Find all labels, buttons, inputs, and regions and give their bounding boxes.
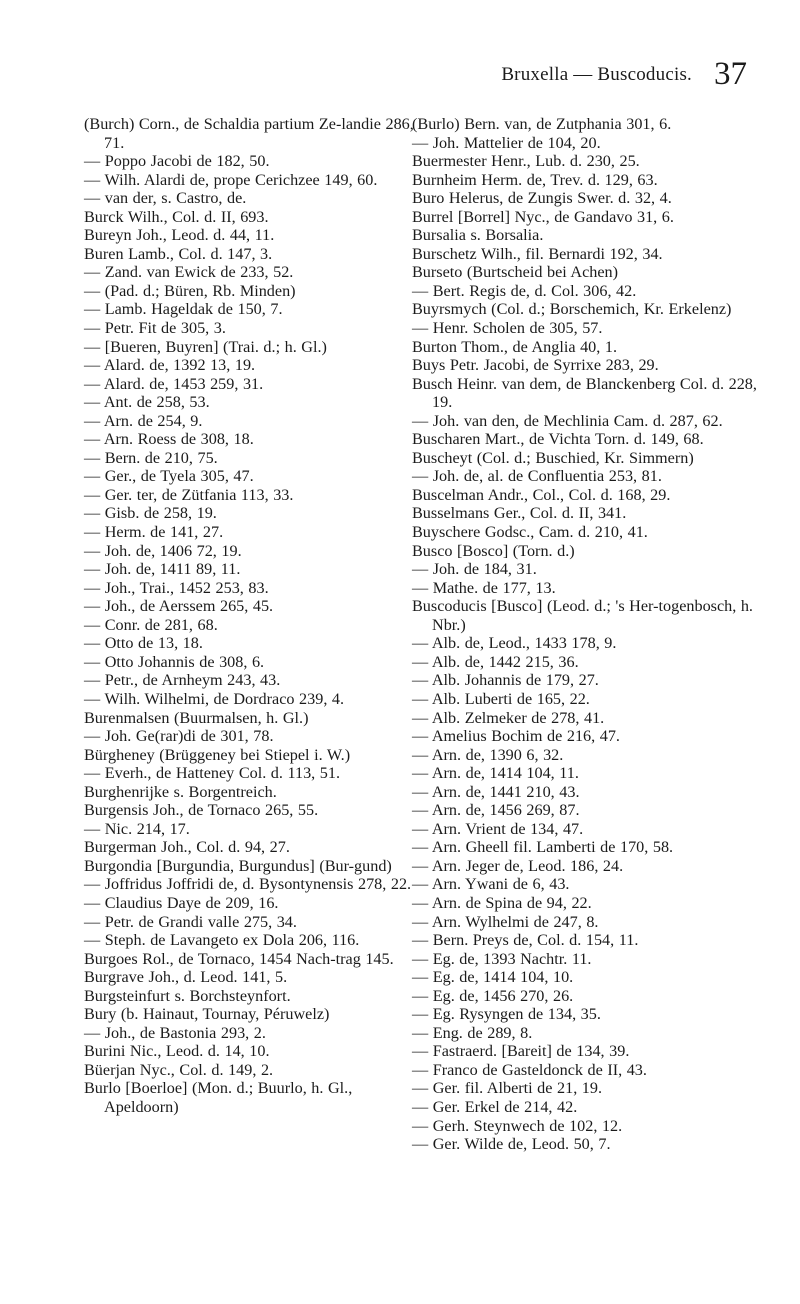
index-entry: — Arn. de, 1390 6, 32. [412, 745, 564, 764]
index-entry: — Joh., de Aerssem 265, 45. [84, 597, 274, 616]
index-entry: — Henr. Scholen de 305, 57. [412, 319, 603, 338]
index-entry: — Ger., de Tyela 305, 47. [84, 467, 254, 486]
index-entry: — Steph. de Lavangeto ex Dola 206, 116. [84, 931, 360, 950]
index-entry: — Joh. de, 1406 72, 19. [84, 541, 242, 560]
index-entry: — Otto Johannis de 308, 6. [84, 652, 265, 671]
index-entry: — Arn. Roess de 308, 18. [84, 430, 254, 449]
index-entry: — Bern. de 210, 75. [84, 448, 218, 467]
index-column-left [84, 115, 424, 1117]
index-entry: Burgoes Rol., de Tornaco, 1454 Nach-trag 145. [84, 949, 394, 968]
index-entry: Buscheyt (Col. d.; Buschied, Kr. Simmern) [412, 448, 694, 467]
index-entry: — Arn. de, 1441 210, 43. [412, 782, 580, 801]
index-entry: — [Bueren, Buyren] (Trai. d.; h. Gl.) [84, 337, 327, 356]
index-entry: — Gerh. Steynwech de 102, 12. [412, 1116, 623, 1135]
index-entry: — Claudius Daye de 209, 16. [84, 893, 279, 912]
index-entry: Burenmalsen (Buurmalsen, h. Gl.) [84, 708, 309, 727]
index-entry: Busco [Bosco] (Torn. d.) [412, 541, 575, 560]
index-entry: — Petr., de Arnheym 243, 43. [84, 671, 281, 690]
index-entry: — Ger. Wilde de, Leod. 50, 7. [412, 1135, 611, 1154]
index-entry: — Joh. de 184, 31. [412, 560, 537, 579]
index-entry: — Alard. de, 1392 13, 19. [84, 356, 256, 375]
index-entry: — Eg. de, 1414 104, 10. [412, 968, 574, 987]
index-entry: Büerjan Nyc., Col. d. 149, 2. [84, 1060, 274, 1079]
index-entry: — Arn. de, 1414 104, 11. [412, 764, 579, 783]
index-entry: — Otto de 13, 18. [84, 634, 203, 653]
index-entry: — Ant. de 258, 53. [84, 393, 210, 412]
index-entry: Buscelman Andr., Col., Col. d. 168, 29. [412, 485, 671, 504]
index-entry: — Arn. Ywani de 6, 43. [412, 875, 570, 894]
index-entry: Burseto (Burtscheid bei Achen) [412, 263, 619, 282]
index-entry: Burgrave Joh., d. Leod. 141, 5. [84, 968, 288, 987]
index-entry: — Eng. de 289, 8. [412, 1023, 533, 1042]
index-entry: Bürgheney (Brüggeney bei Stiepel i. W.) [84, 745, 351, 764]
index-entry: — (Pad. d.; Büren, Rb. Minden) [84, 281, 296, 300]
index-entry: — Arn. Jeger de, Leod. 186, 24. [412, 856, 624, 875]
index-entry: — Ger. Erkel de 214, 42. [412, 1097, 578, 1116]
index-entry: Buscharen Mart., de Vichta Torn. d. 149, 68. [412, 430, 704, 449]
index-entry: — Eg. Rysyngen de 134, 35. [412, 1005, 601, 1024]
index-entry: — Arn. de 254, 9. [84, 411, 203, 430]
index-entry: — Joh. de, 1411 89, 11. [84, 560, 241, 579]
index-entry: Burnheim Herm. de, Trev. d. 129, 63. [412, 170, 658, 189]
index-entry: — Joh. de, al. de Confluentia 253, 81. [412, 467, 662, 486]
index-entry: Buren Lamb., Col. d. 147, 3. [84, 244, 273, 263]
index-entry: — Wilh. Wilhelmi, de Dordraco 239, 4. [84, 689, 345, 708]
index-entry: — Alard. de, 1453 259, 31. [84, 374, 264, 393]
index-entry: Bursalia s. Borsalia. [412, 226, 544, 245]
index-entry: Burghenrijke s. Borgentreich. [84, 782, 277, 801]
index-entry: Buys Petr. Jacobi, de Syrrixe 283, 29. [412, 356, 659, 375]
index-entry: — Arn. Vrient de 134, 47. [412, 819, 584, 838]
index-column-right [412, 115, 762, 1154]
index-entry: Burgerman Joh., Col. d. 94, 27. [84, 838, 290, 857]
index-entry: Burgensis Joh., de Tornaco 265, 55. [84, 801, 319, 820]
index-entry: — Herm. de 141, 27. [84, 523, 224, 542]
index-entry: — Eg. de, 1393 Nachtr. 11. [412, 949, 592, 968]
index-entry: — Ger. ter, de Zütfania 113, 33. [84, 485, 294, 504]
index-entry: — Zand. van Ewick de 233, 52. [84, 263, 294, 282]
index-entry: — Joh. Mattelier de 104, 20. [412, 133, 601, 152]
index-entry: — Joh., Trai., 1452 253, 83. [84, 578, 269, 597]
index-entry: Buscoducis [Busco] (Leod. d.; 's Her-togenbosch, h. Nbr.) [412, 597, 753, 634]
index-entry: — Petr. Fit de 305, 3. [84, 319, 226, 338]
index-entry: — Wilh. Alardi de, prope Cerichzee 149, 60. [84, 170, 378, 189]
index-entry: — Joh., de Bastonia 293, 2. [84, 1023, 266, 1042]
index-entry: — Alb. Zelmeker de 278, 41. [412, 708, 605, 727]
index-entry: — Everh., de Hatteney Col. d. 113, 51. [84, 764, 341, 783]
index-entry: Burgondia [Burgundia, Burgundus] (Bur-gund) [84, 856, 392, 875]
index-entry: — Arn. de, 1456 269, 87. [412, 801, 580, 820]
index-entry: — Bern. Preys de, Col. d. 154, 11. [412, 931, 639, 950]
index-entry: — van der, s. Castro, de. [84, 189, 247, 208]
index-entry: Buyschere Godsc., Cam. d. 210, 41. [412, 523, 648, 542]
index-entry: — Mathe. de 177, 13. [412, 578, 556, 597]
index-entry: — Ger. fil. Alberti de 21, 19. [412, 1079, 603, 1098]
index-entry: Buermester Henr., Lub. d. 230, 25. [412, 152, 640, 171]
index-entry: Busch Heinr. van dem, de Blanckenberg Col. d. 228, 19. [412, 374, 757, 412]
index-entry: Burck Wilh., Col. d. II, 693. [84, 207, 269, 226]
index-entry: Buro Helerus, de Zungis Swer. d. 32, 4. [412, 189, 672, 208]
index-entry: — Joh. Ge(rar)di de 301, 78. [84, 727, 274, 746]
index-entry: — Bert. Regis de, d. Col. 306, 42. [412, 281, 637, 300]
index-entry: — Poppo Jacobi de 182, 50. [84, 152, 270, 171]
running-title: Bruxella — Buscoducis. [501, 64, 692, 85]
index-entry: — Amelius Bochim de 216, 47. [412, 727, 620, 746]
index-entry: Burschetz Wilh., fil. Bernardi 192, 34. [412, 244, 663, 263]
index-entry: — Eg. de, 1456 270, 26. [412, 986, 574, 1005]
index-entry: — Nic. 214, 17. [84, 819, 190, 838]
index-entry: (Burch) Corn., de Schaldia partium Ze-landie 286, 71. [84, 115, 414, 152]
index-entry: Busselmans Ger., Col. d. II, 341. [412, 504, 627, 523]
index-entry: — Joffridus Joffridi de, d. Bysontynensis 278, 22. [84, 875, 412, 894]
index-entry: Bureyn Joh., Leod. d. 44, 11. [84, 226, 275, 245]
index-entry: — Alb. Luberti de 165, 22. [412, 689, 590, 708]
index-entry: — Arn. Wylhelmi de 247, 8. [412, 912, 599, 931]
index-entry: — Petr. de Grandi valle 275, 34. [84, 912, 297, 931]
running-header [0, 56, 800, 96]
index-entry: — Alb. de, 1442 215, 36. [412, 652, 579, 671]
index-entry: Burton Thom., de Anglia 40, 1. [412, 337, 617, 356]
index-entry: — Conr. de 281, 68. [84, 615, 218, 634]
index-entry: Burgsteinfurt s. Borchsteynfort. [84, 986, 291, 1005]
index-entry: (Burlo) Bern. van, de Zutphania 301, 6. [412, 115, 672, 133]
index-entry: — Lamb. Hageldak de 150, 7. [84, 300, 283, 319]
index-entry: — Alb. de, Leod., 1433 178, 9. [412, 634, 617, 653]
index-entry: — Franco de Gasteldonck de II, 43. [412, 1060, 647, 1079]
page-number: 37 [714, 56, 747, 92]
index-entry: — Gisb. de 258, 19. [84, 504, 217, 523]
index-entry: Burrel [Borrel] Nyc., de Gandavo 31, 6. [412, 207, 674, 226]
index-entry: — Joh. van den, de Mechlinia Cam. d. 287, 62. [412, 411, 723, 430]
index-entry: — Arn. Gheell fil. Lamberti de 170, 58. [412, 838, 674, 857]
index-entry: Buyrsmych (Col. d.; Borschemich, Kr. Erkelenz) [412, 300, 732, 319]
index-entry: Burlo [Boerloe] (Mon. d.; Buurlo, h. Gl., Apeldoorn) [84, 1079, 353, 1116]
index-entry: — Fastraerd. [Bareit] de 134, 39. [412, 1042, 630, 1061]
index-entry: — Arn. de Spina de 94, 22. [412, 893, 592, 912]
index-entry: Bury (b. Hainaut, Tournay, Péruwelz) [84, 1005, 330, 1024]
index-entry: Burini Nic., Leod. d. 14, 10. [84, 1042, 270, 1061]
index-entry: — Alb. Johannis de 179, 27. [412, 671, 599, 690]
